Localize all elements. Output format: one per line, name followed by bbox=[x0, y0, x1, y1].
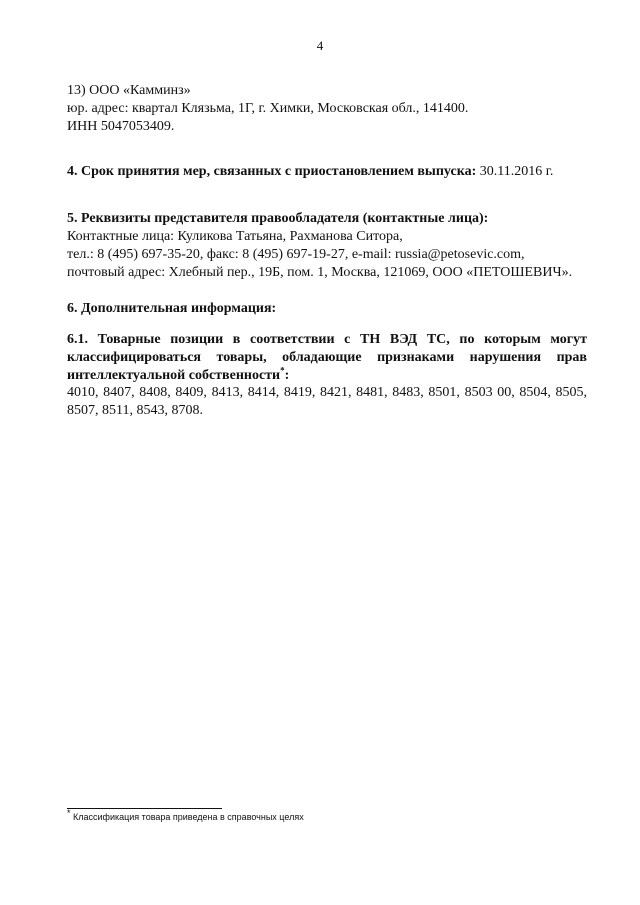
section-6-1-line-3 bbox=[67, 367, 587, 385]
section-5-phones: тел.: 8 (495) 697-35-20, факс: 8 (495) 697-19-27, e-mail: russia@petosevic.com, bbox=[67, 247, 525, 262]
section-4-heading: 4. Срок принятия мер, связанных с приостановлением выпуска: bbox=[67, 164, 477, 179]
section-6-heading: 6. Дополнительная информация: bbox=[67, 301, 277, 316]
company-13-block bbox=[67, 82, 587, 136]
section-6-1-line-1: 6.1. Товарные позиции в соответствии с ТН ВЭД ТС, по которым могут bbox=[67, 332, 587, 347]
section-4 bbox=[67, 163, 587, 181]
page-number: 4 bbox=[316, 38, 324, 53]
company-13-name: 13) ООО «Камминз» bbox=[67, 83, 191, 98]
company-13-inn: ИНН 5047053409. bbox=[67, 119, 175, 134]
section-4-date: 30.11.2016 г. bbox=[476, 164, 554, 179]
section-6-1-colon: : bbox=[284, 368, 290, 383]
company-13-address: юр. адрес: квартал Клязьма, 1Г, г. Химки, Московская обл., 141400. bbox=[67, 101, 469, 116]
footnote bbox=[67, 808, 304, 822]
footnote-text: Классификация товара приведена в справочных целях bbox=[70, 812, 304, 822]
tn-ved-codes-line-1: 4010, 8407, 8408, 8409, 8413, 8414, 8419, 8421, 8481, 8483, 8501, 8503 00, 8504, 8505, bbox=[67, 385, 587, 400]
section-6-1-text bbox=[67, 331, 587, 385]
section-6-1-line-2: классифицироваться товары, обладающие признаками нарушения прав bbox=[67, 350, 587, 365]
section-6 bbox=[67, 300, 587, 318]
section-5-address: почтовый адрес: Хлебный пер., 19Б, пом. 1, Москва, 121069, ООО «ПЕТОШЕВИЧ». bbox=[67, 265, 573, 280]
section-5 bbox=[67, 210, 587, 282]
footnote-reference-mark: * bbox=[280, 365, 285, 376]
tn-ved-codes bbox=[67, 384, 587, 420]
section-6-1-line-3-text: интеллектуальной собственности bbox=[67, 368, 281, 383]
tn-ved-codes-line-2: 8507, 8511, 8543, 8708. bbox=[67, 403, 203, 418]
section-5-heading: 5. Реквизиты представителя правообладателя (контактные лица): bbox=[67, 211, 489, 226]
footnote-divider bbox=[67, 808, 222, 809]
section-5-contacts: Контактные лица: Куликова Татьяна, Рахманова Ситора, bbox=[67, 229, 403, 244]
footnote-mark: * bbox=[67, 808, 71, 818]
